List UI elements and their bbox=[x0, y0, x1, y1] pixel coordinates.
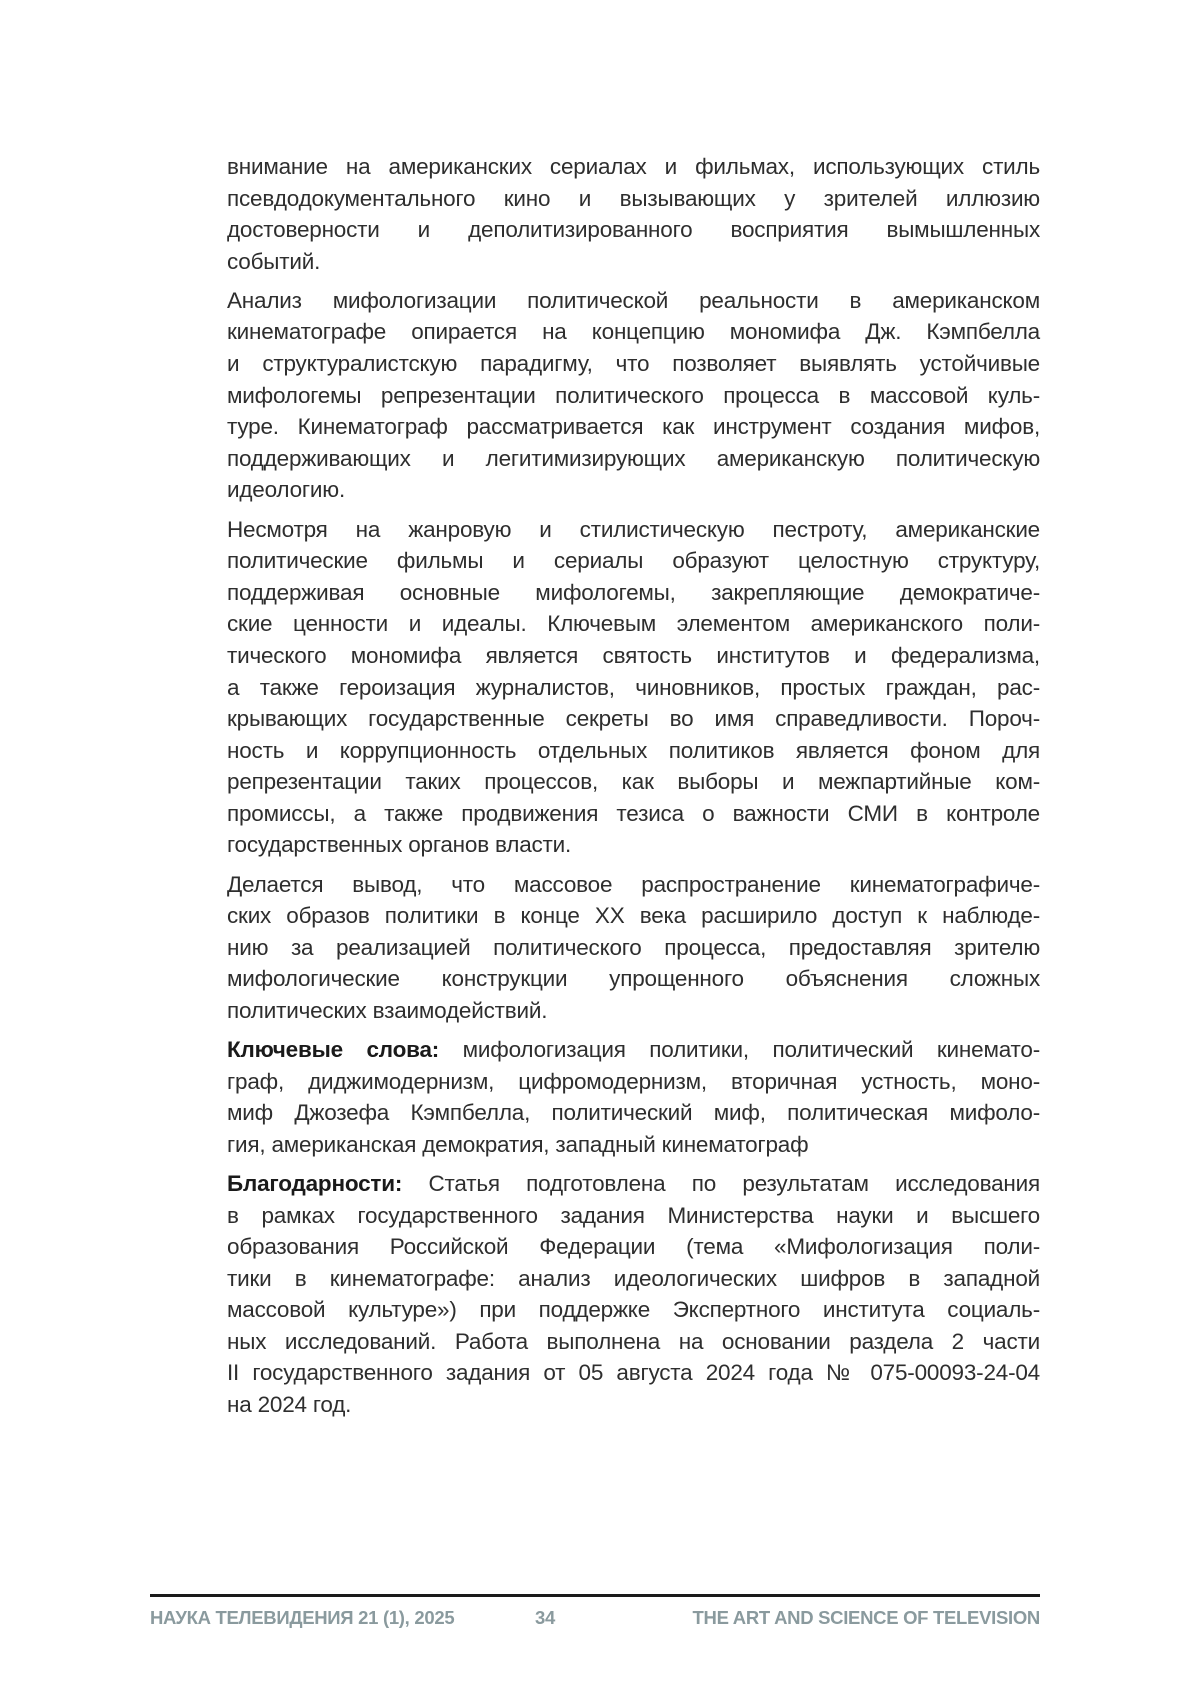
text-line bbox=[227, 545, 1040, 577]
acknowledgements-paragraph bbox=[227, 1168, 1040, 1421]
line-text: промиссы, а также продвижения тезиса о важности СМИ в контроле bbox=[227, 801, 1040, 826]
line-text: политических взаимодействий. bbox=[227, 998, 547, 1023]
footer-divider bbox=[150, 1594, 1040, 1597]
text-line bbox=[227, 672, 1040, 704]
line-text: гия, американская демократия, западный кинематограф bbox=[227, 1132, 808, 1157]
line-text: псевдодокументального кино и вызывающих у зрителей иллюзию bbox=[227, 186, 1040, 211]
line-text: мифологизация политики, политический кинемато- bbox=[463, 1037, 1040, 1062]
line-text: а также героизация журналистов, чиновников, простых граждан, рас- bbox=[227, 675, 1040, 700]
line-text: образования Российской Федерации (тема «Мифологизация поли- bbox=[227, 1234, 1040, 1259]
line-text: внимание на американских сериалах и фильмах, использующих стиль bbox=[227, 154, 1040, 179]
text-line bbox=[227, 183, 1040, 215]
text-line bbox=[227, 380, 1040, 412]
text-line bbox=[227, 151, 1040, 183]
text-line bbox=[227, 577, 1040, 609]
text-line bbox=[227, 798, 1040, 830]
line-text: Анализ мифологизации политической реальности в американском bbox=[227, 288, 1040, 313]
text-line bbox=[227, 829, 1040, 861]
text-line bbox=[227, 348, 1040, 380]
text-line bbox=[227, 474, 1040, 506]
line-text: нию за реализацией политического процесса, предоставляя зрителю bbox=[227, 935, 1040, 960]
paragraph bbox=[227, 151, 1040, 277]
line-text: мифологемы репрезентации политического процесса в массовой куль- bbox=[227, 383, 1040, 408]
line-text: поддерживающих и легитимизирующих американскую политическую bbox=[227, 446, 1040, 471]
line-text: массовой культуре») при поддержке Экспертного института социаль- bbox=[227, 1297, 1040, 1322]
line-text: тического мономифа является святость институтов и федерализма, bbox=[227, 643, 1040, 668]
line-text: и структуралистскую парадигму, что позволяет выявлять устойчивые bbox=[227, 351, 1040, 376]
journal-title-ru: НАУКА ТЕЛЕВИДЕНИЯ 21 (1), 2025 bbox=[150, 1607, 454, 1629]
line-text: крывающих государственные секреты во имя справедливости. Пороч- bbox=[227, 706, 1040, 731]
text-line bbox=[227, 640, 1040, 672]
line-text: поддерживая основные мифологемы, закрепляющие демократиче- bbox=[227, 580, 1040, 605]
text-line bbox=[227, 735, 1040, 767]
text-line bbox=[227, 1389, 1040, 1421]
line-text: мифологические конструкции упрощенного объяснения сложных bbox=[227, 966, 1040, 991]
text-line bbox=[227, 1357, 1040, 1389]
journal-title-en: THE ART AND SCIENCE OF TELEVISION bbox=[693, 1607, 1040, 1629]
line-text: политические фильмы и сериалы образуют целостную структуру, bbox=[227, 548, 1040, 573]
text-line bbox=[227, 514, 1040, 546]
text-line bbox=[227, 932, 1040, 964]
line-text: Делается вывод, что массовое распространение кинематографиче- bbox=[227, 872, 1040, 897]
line-text: миф Джозефа Кэмпбелла, политический миф, политическая мифоло- bbox=[227, 1100, 1040, 1125]
line-text: ских образов политики в конце XX века расширило доступ к наблюде- bbox=[227, 903, 1040, 928]
line-text: государственных органов власти. bbox=[227, 832, 571, 857]
text-line bbox=[227, 443, 1040, 475]
text-line bbox=[227, 608, 1040, 640]
text-line bbox=[227, 1034, 1040, 1066]
text-line bbox=[227, 1231, 1040, 1263]
line-text: ных исследований. Работа выполнена на основании раздела 2 части bbox=[227, 1329, 1040, 1354]
text-line bbox=[227, 766, 1040, 798]
text-line bbox=[227, 214, 1040, 246]
paragraph-lead-label: Ключевые слова: bbox=[227, 1037, 439, 1062]
text-line bbox=[227, 1168, 1040, 1200]
line-text: идеологию. bbox=[227, 477, 345, 502]
text-line bbox=[227, 1294, 1040, 1326]
line-text: тики в кинематографе: анализ идеологических шифров в западной bbox=[227, 1266, 1040, 1291]
text-line bbox=[227, 246, 1040, 278]
line-text: Статья подготовлена по результатам исследования bbox=[429, 1171, 1040, 1196]
text-line bbox=[227, 1129, 1040, 1161]
text-line bbox=[227, 900, 1040, 932]
line-text: ность и коррупционность отдельных политиков является фоном для bbox=[227, 738, 1040, 763]
line-text: Несмотря на жанровую и стилистическую пестроту, американские bbox=[227, 517, 1040, 542]
text-line bbox=[227, 316, 1040, 348]
text-line bbox=[227, 869, 1040, 901]
paragraph bbox=[227, 514, 1040, 862]
text-line bbox=[227, 703, 1040, 735]
paragraph bbox=[227, 869, 1040, 1027]
page-footer bbox=[150, 1607, 1040, 1635]
text-line bbox=[227, 285, 1040, 317]
article-body bbox=[227, 151, 1040, 1428]
line-text: достоверности и деполитизированного восприятия вымышленных bbox=[227, 217, 1040, 242]
text-line bbox=[227, 1097, 1040, 1129]
paragraph-lead-label: Благодарности: bbox=[227, 1171, 402, 1196]
keywords-paragraph bbox=[227, 1034, 1040, 1160]
text-line bbox=[227, 1326, 1040, 1358]
text-line bbox=[227, 1066, 1040, 1098]
paragraph bbox=[227, 285, 1040, 506]
text-line bbox=[227, 411, 1040, 443]
line-text: кинематографе опирается на концепцию мономифа Дж. Кэмпбелла bbox=[227, 319, 1040, 344]
text-line bbox=[227, 995, 1040, 1027]
text-line bbox=[227, 1200, 1040, 1232]
text-line bbox=[227, 1263, 1040, 1295]
line-text: репрезентации таких процессов, как выборы и межпартийные ком- bbox=[227, 769, 1040, 794]
line-text: в рамках государственного задания Министерства науки и высшего bbox=[227, 1203, 1040, 1228]
line-text: на 2024 год. bbox=[227, 1392, 351, 1417]
page-number: 34 bbox=[535, 1607, 555, 1629]
line-text: событий. bbox=[227, 249, 320, 274]
line-text: ские ценности и идеалы. Ключевым элементом американского поли- bbox=[227, 611, 1040, 636]
text-line bbox=[227, 963, 1040, 995]
line-text: туре. Кинематограф рассматривается как инструмент создания мифов, bbox=[227, 414, 1040, 439]
line-text: граф, диджимодернизм, цифромодернизм, вторичная устность, моно- bbox=[227, 1069, 1040, 1094]
line-text: II государственного задания от 05 августа 2024 года № 075-00093-24-04 bbox=[227, 1360, 1040, 1385]
